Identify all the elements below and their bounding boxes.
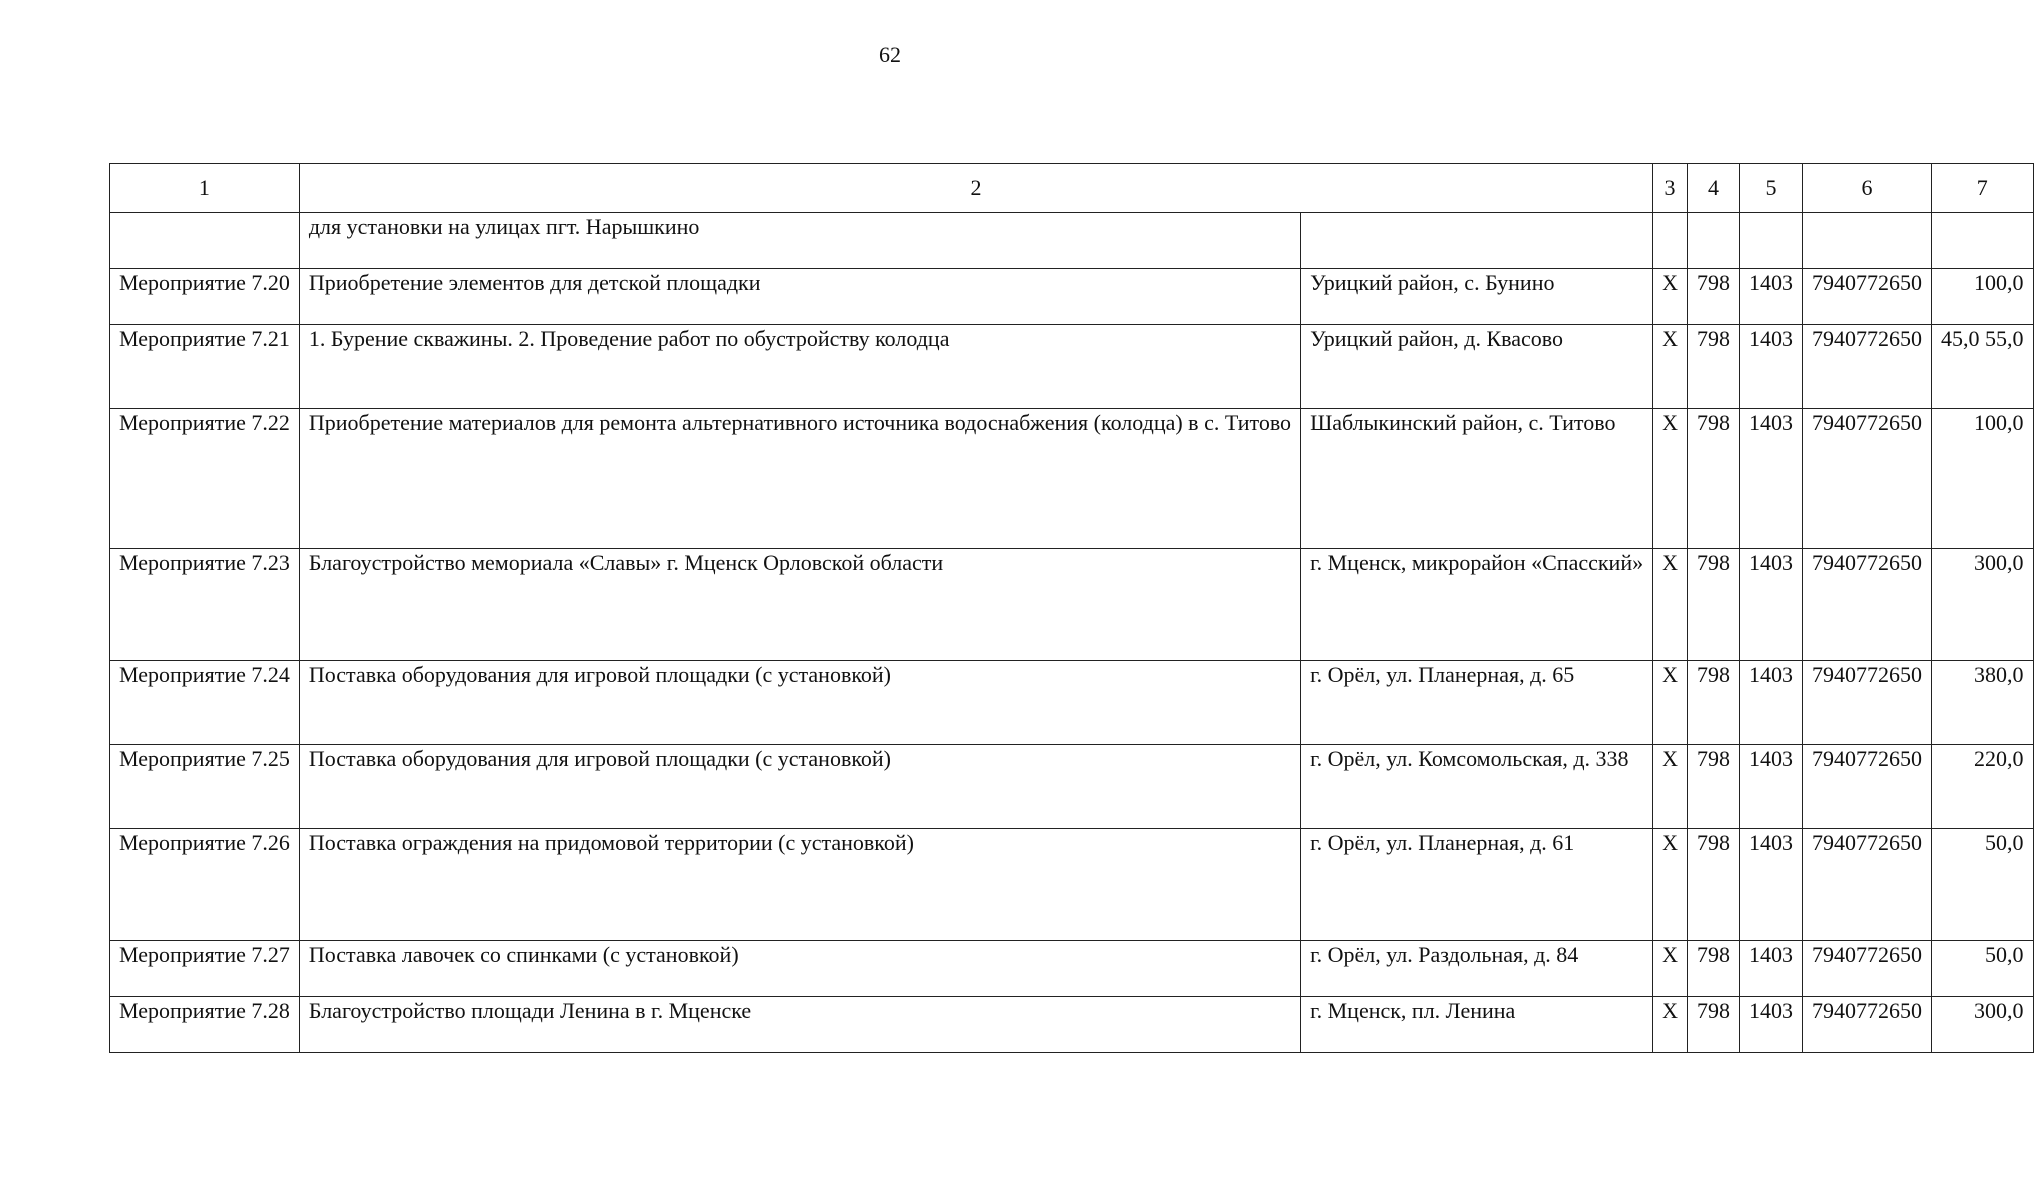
cell-description: 1. Бурение скважины. 2. Проведение работ по обустройству колодца: [299, 325, 1300, 409]
table-row: [110, 941, 2034, 997]
cell-col-5: 1403: [1740, 941, 1803, 997]
cell-col-5: 1403: [1740, 549, 1803, 661]
cell-col-6: 7940772650: [1803, 941, 1932, 997]
cell-col-7: 300,0: [1932, 549, 2034, 661]
cell-col-3: X: [1653, 829, 1688, 941]
cell-col-7: [1932, 213, 2034, 269]
cell-col-3: X: [1653, 661, 1688, 745]
header-col-7: 7: [1932, 164, 2034, 213]
header-col-5: 5: [1740, 164, 1803, 213]
cell-location: г. Орёл, ул. Комсомольская, д. 338: [1301, 745, 1653, 829]
cell-location: г. Мценск, пл. Ленина: [1301, 997, 1653, 1053]
cell-measure: Мероприятие 7.27: [110, 941, 300, 997]
cell-location: [1301, 213, 1653, 269]
cell-col-6: 7940772650: [1803, 269, 1932, 325]
header-col-1: 1: [110, 164, 300, 213]
cell-measure: Мероприятие 7.21: [110, 325, 300, 409]
cell-location: г. Мценск, микрорайон «Спасский»: [1301, 549, 1653, 661]
table-row: [110, 997, 2034, 1053]
cell-col-4: 798: [1688, 829, 1740, 941]
cell-col-4: 798: [1688, 549, 1740, 661]
table-row: [110, 409, 2034, 549]
cell-measure: Мероприятие 7.26: [110, 829, 300, 941]
cell-col-6: 7940772650: [1803, 409, 1932, 549]
cell-measure: Мероприятие 7.28: [110, 997, 300, 1053]
cell-col-5: 1403: [1740, 997, 1803, 1053]
header-row: [110, 164, 2034, 213]
cell-col-7: 380,0: [1932, 661, 2034, 745]
cell-col-3: X: [1653, 549, 1688, 661]
cell-col-7: 50,0: [1932, 941, 2034, 997]
cell-col-6: 7940772650: [1803, 829, 1932, 941]
cell-col-4: 798: [1688, 409, 1740, 549]
cell-col-5: 1403: [1740, 661, 1803, 745]
table-row: [110, 745, 2034, 829]
header-col-3: 3: [1653, 164, 1688, 213]
cell-col-4: 798: [1688, 269, 1740, 325]
cell-measure: Мероприятие 7.25: [110, 745, 300, 829]
cell-col-4: 798: [1688, 325, 1740, 409]
cell-col-3: X: [1653, 941, 1688, 997]
cell-col-6: 7940772650: [1803, 997, 1932, 1053]
cell-col-4: 798: [1688, 941, 1740, 997]
cell-description: Благоустройство площади Ленина в г. Мценске: [299, 997, 1300, 1053]
cell-location: Урицкий район, д. Квасово: [1301, 325, 1653, 409]
cell-col-3: X: [1653, 269, 1688, 325]
header-col-6: 6: [1803, 164, 1932, 213]
cell-col-5: 1403: [1740, 269, 1803, 325]
cell-col-3: X: [1653, 997, 1688, 1053]
header-col-2: 2: [299, 164, 1652, 213]
cell-col-6: 7940772650: [1803, 661, 1932, 745]
cell-description: Поставка лавочек со спинками (с установкой): [299, 941, 1300, 997]
cell-col-7: 100,0: [1932, 269, 2034, 325]
cell-col-7: 45,0 55,0: [1932, 325, 2034, 409]
table-row: [110, 269, 2034, 325]
cell-col-4: 798: [1688, 661, 1740, 745]
cell-col-5: [1740, 213, 1803, 269]
cell-col-3: X: [1653, 409, 1688, 549]
cell-col-5: 1403: [1740, 325, 1803, 409]
cell-col-3: [1653, 213, 1688, 269]
cell-description: Поставка ограждения на придомовой территории (с установкой): [299, 829, 1300, 941]
cell-description: Приобретение элементов для детской площадки: [299, 269, 1300, 325]
cell-measure: [110, 213, 300, 269]
cell-col-7: 50,0: [1932, 829, 2034, 941]
header-col-4: 4: [1688, 164, 1740, 213]
cell-col-6: 7940772650: [1803, 325, 1932, 409]
cell-measure: Мероприятие 7.20: [110, 269, 300, 325]
table-row: [110, 549, 2034, 661]
cell-location: г. Орёл, ул. Планерная, д. 61: [1301, 829, 1653, 941]
cell-location: Шаблыкинский район, с. Титово: [1301, 409, 1653, 549]
cell-col-6: [1803, 213, 1932, 269]
cell-col-5: 1403: [1740, 745, 1803, 829]
cell-col-4: [1688, 213, 1740, 269]
cell-measure: Мероприятие 7.22: [110, 409, 300, 549]
cell-location: Урицкий район, с. Бунино: [1301, 269, 1653, 325]
cell-measure: Мероприятие 7.24: [110, 661, 300, 745]
table-body: [110, 213, 2034, 1053]
cell-description: для установки на улицах пгт. Нарышкино: [299, 213, 1300, 269]
cell-col-4: 798: [1688, 997, 1740, 1053]
cell-col-6: 7940772650: [1803, 745, 1932, 829]
table-row: [110, 213, 2034, 269]
cell-col-6: 7940772650: [1803, 549, 1932, 661]
cell-col-5: 1403: [1740, 829, 1803, 941]
cell-col-7: 100,0: [1932, 409, 2034, 549]
page-number: 62: [879, 42, 901, 67]
cell-location: г. Орёл, ул. Планерная, д. 65: [1301, 661, 1653, 745]
table-row: [110, 661, 2034, 745]
cell-col-7: 300,0: [1932, 997, 2034, 1053]
cell-col-3: X: [1653, 325, 1688, 409]
table-row: [110, 325, 2034, 409]
cell-description: Приобретение материалов для ремонта альтернативного источника водоснабжения (колодца) в с. Титово: [299, 409, 1300, 549]
cell-description: Поставка оборудования для игровой площадки (с установкой): [299, 661, 1300, 745]
cell-col-5: 1403: [1740, 409, 1803, 549]
cell-col-7: 220,0: [1932, 745, 2034, 829]
cell-location: г. Орёл, ул. Раздольная, д. 84: [1301, 941, 1653, 997]
cell-measure: Мероприятие 7.23: [110, 549, 300, 661]
cell-description: Поставка оборудования для игровой площадки (с установкой): [299, 745, 1300, 829]
cell-description: Благоустройство мемориала «Славы» г. Мценск Орловской области: [299, 549, 1300, 661]
cell-col-3: X: [1653, 745, 1688, 829]
table-row: [110, 829, 2034, 941]
measures-table: [109, 163, 2034, 1053]
cell-col-4: 798: [1688, 745, 1740, 829]
